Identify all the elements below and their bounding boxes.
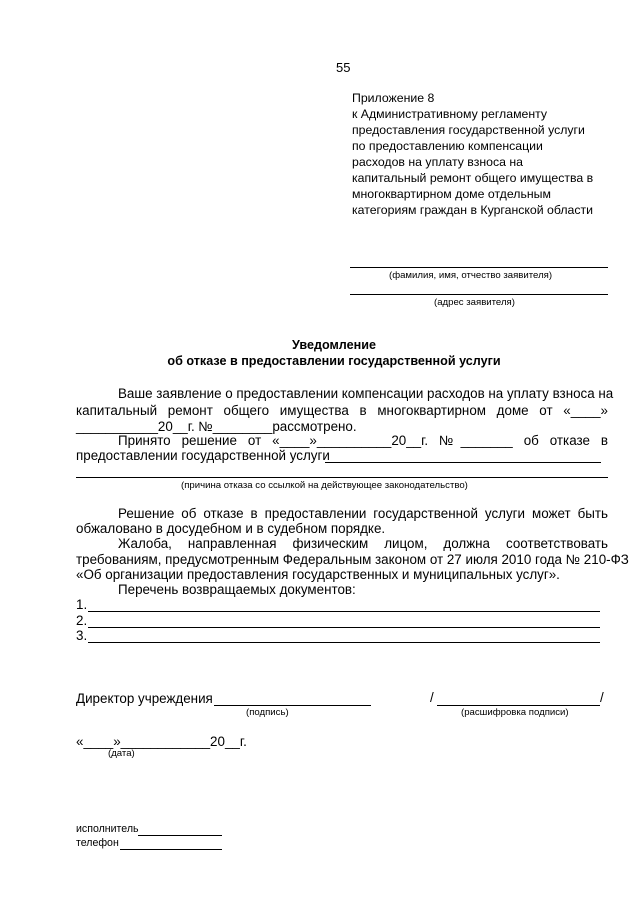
appendix-line: предоставления государственной услуги <box>352 123 585 137</box>
appendix-line: Приложение 8 <box>352 91 435 105</box>
phone-label: телефон <box>76 837 119 849</box>
executor-field[interactable] <box>138 835 222 836</box>
paragraph-3-line-2: обжаловано в досудебном и в судебном порядке. <box>76 521 386 536</box>
appendix-header <box>352 90 617 218</box>
phone-field[interactable] <box>120 849 222 850</box>
appendix-line: по предоставлению компенсации <box>352 139 543 153</box>
date-caption: (дата) <box>108 748 135 759</box>
paragraph-2-line-1: Принято решение от «____»__________20__г. №_______ об отказе в <box>118 433 608 448</box>
slash-left: / <box>430 690 434 705</box>
paragraph-1-line-1: Ваше заявление о предоставлении компенсации расходов на уплату взноса на <box>118 386 614 401</box>
decipher-field[interactable] <box>437 705 600 706</box>
director-label: Директор учреждения <box>76 691 213 706</box>
document-item-number: 2. <box>76 613 88 628</box>
paragraph-4-line-1: Жалоба, направленная физическим лицом, должна соответствовать <box>118 536 608 551</box>
paragraph-4-line-3: «Об организации предоставления государственных и муниципальных услуг». <box>76 567 560 582</box>
applicant-address-caption: (адрес заявителя) <box>434 297 515 308</box>
signature-caption: (подпись) <box>246 707 289 718</box>
appendix-line: капитальный ремонт общего имущества в <box>352 171 594 185</box>
paragraph-2-line-2: предоставлении государственной услуги <box>76 448 330 463</box>
decipher-caption: (расшифровка подписи) <box>461 707 569 718</box>
executor-label: исполнитель <box>76 823 139 835</box>
notice-title: Уведомление <box>292 338 376 352</box>
appendix-line: расходов на уплату взноса на <box>352 155 523 169</box>
date-line[interactable]: «____»____________20__г. <box>76 734 247 749</box>
reason-field[interactable] <box>76 477 608 478</box>
page-number: 55 <box>336 60 351 75</box>
decision-field[interactable] <box>325 462 601 463</box>
notice-subtitle: об отказе в предоставлении государственной услуги <box>167 354 501 368</box>
applicant-name-field[interactable] <box>350 267 608 268</box>
signature-field[interactable] <box>214 705 371 706</box>
document-item-field[interactable] <box>88 627 600 628</box>
applicant-address-field[interactable] <box>350 294 608 295</box>
appendix-line: многоквартирном доме отдельным <box>352 187 551 201</box>
document-item-field[interactable] <box>88 642 600 643</box>
slash-right: / <box>600 690 604 705</box>
document-item-field[interactable] <box>88 611 600 612</box>
appendix-line: категориям граждан в Курганской области <box>352 203 594 217</box>
appendix-line: к Административному регламенту <box>352 107 548 121</box>
paragraph-4-line-2: требованиям, предусмотренным Федеральным законом от 27 июля 2010 года № 210-ФЗ <box>76 552 629 567</box>
reason-caption: (причина отказа со ссылкой на действующее законодательство) <box>181 480 468 491</box>
document-item-number: 3. <box>76 628 88 643</box>
document-item-number: 1. <box>76 597 88 612</box>
paragraph-3-line-1: Решение об отказе в предоставлении государственной услуги может быть <box>118 506 608 521</box>
applicant-name-caption: (фамилия, имя, отчество заявителя) <box>389 270 553 281</box>
documents-heading: Перечень возвращаемых документов: <box>118 582 356 597</box>
paragraph-1-line-3: ___________20__г. №________рассмотрено. <box>76 419 357 434</box>
paragraph-1-line-2: капитальный ремонт общего имущества в многоквартирном доме от «____» <box>76 403 608 418</box>
